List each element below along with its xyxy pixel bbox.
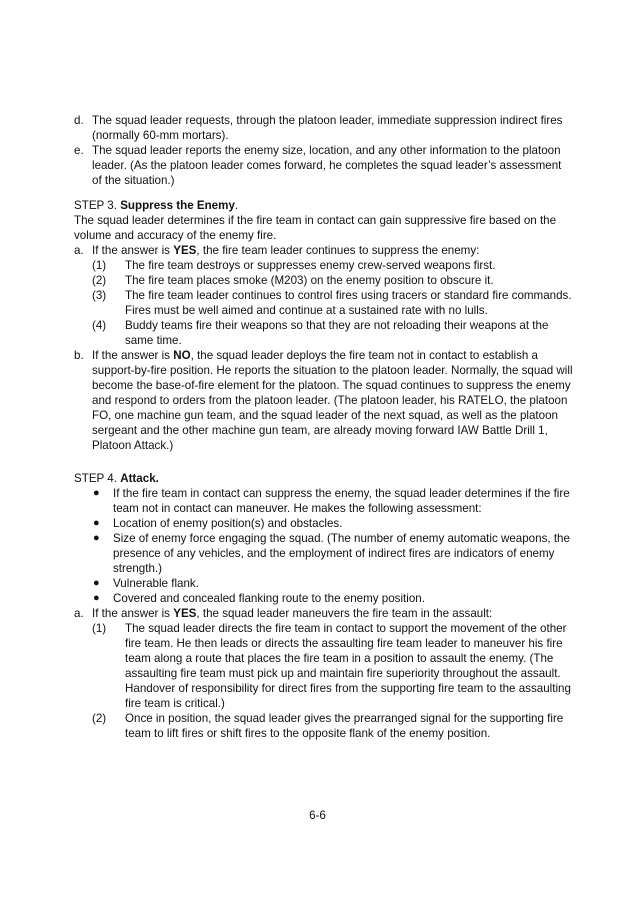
answer-yes: YES <box>173 607 197 620</box>
step4-bullet <box>74 486 574 516</box>
answer-yes: YES <box>173 244 197 257</box>
step4-sub-1 <box>74 621 574 711</box>
sub-marker: (2) <box>92 712 107 725</box>
step4-bullet <box>74 531 574 576</box>
list-marker: a. <box>74 607 84 620</box>
step3-prefix: STEP 3. <box>74 199 117 212</box>
list-text: If the answer is <box>92 607 170 620</box>
list-marker: d. <box>74 114 84 127</box>
step3-heading: STEP 3. Suppress the Enemy. <box>74 199 239 212</box>
bullet-icon: ● <box>93 577 100 589</box>
sub-text: The fire team destroys or suppresses enemy crew-served weapons first. <box>125 259 496 272</box>
list-text: If the answer is <box>92 349 170 362</box>
step4-bullet <box>74 576 574 591</box>
step3-item-b <box>74 348 574 453</box>
bullet-text: Location of enemy position(s) and obstacles. <box>113 517 343 530</box>
list-marker: b. <box>74 349 84 362</box>
list-marker: a. <box>74 244 84 257</box>
step3-sub-2 <box>74 273 574 288</box>
sub-marker: (3) <box>92 289 107 302</box>
step3-section <box>74 198 574 453</box>
step4-section <box>74 471 574 741</box>
step4-bullet <box>74 591 574 606</box>
step3-item-a <box>74 243 574 258</box>
list-text: The squad leader requests, through the platoon leader, immediate suppression indirect fires (normally 60-mm mortars). <box>92 114 563 142</box>
sub-marker: (2) <box>92 274 107 287</box>
sub-text: Once in position, the squad leader gives the prearranged signal for the supporting fire team to lift fires or shift fires to the opposite flank of the enemy position. <box>125 712 564 740</box>
list-item-d <box>74 113 574 143</box>
step4-prefix: STEP 4. <box>74 472 117 485</box>
list-text: , the squad leader deploys the fire team not in contact to establish a support-by-fire position. He reports the situation to the platoon leader. Normally, the squad will become the base-of-fire element for the platoon. The squad continues to suppress the enemy and respond to orders from the platoon leader. (The platoon leader, his RATELO, the platoon FO, one machine gun team, and the squad leader of the next squad, as well as the platoon sergeant and the other machine gun team, are already moving forward IAW Battle Drill 1, Platoon Attack.) <box>92 349 573 452</box>
list-item-e <box>74 143 574 188</box>
step3-title: Suppress the Enemy <box>120 199 235 212</box>
sub-marker: (4) <box>92 319 107 332</box>
bullet-text: If the fire team in contact can suppress the enemy, the squad leader determines if the fire team not in contact can maneuver. He makes the following assessment: <box>113 487 570 515</box>
top-list <box>74 113 574 188</box>
step4-item-a <box>74 606 574 621</box>
bullet-icon: ● <box>93 487 100 499</box>
step3-sub-1 <box>74 258 574 273</box>
list-text: The squad leader reports the enemy size, location, and any other information to the platoon leader. (As the platoon leader comes forward, he completes the squad leader’s assessment of the situation.) <box>92 144 562 187</box>
list-text: , the squad leader maneuvers the fire team in the assault: <box>196 607 493 620</box>
bullet-icon: ● <box>93 517 100 529</box>
sub-text: The fire team places smoke (M203) on the enemy position to obscure it. <box>125 274 494 287</box>
list-text: If the answer is <box>92 244 170 257</box>
list-text: , the fire team leader continues to suppress the enemy: <box>196 244 480 257</box>
step4-bullet <box>74 516 574 531</box>
step4-heading <box>74 471 574 486</box>
page-number: 6-6 <box>309 809 326 822</box>
answer-no: NO <box>173 349 191 362</box>
step3-intro: The squad leader determines if the fire team in contact can gain suppressive fire based on the volume and accuracy of the enemy fire. <box>74 214 557 242</box>
bullet-icon: ● <box>93 592 100 604</box>
list-marker: e. <box>74 144 84 157</box>
sub-text: Buddy teams fire their weapons so that they are not reloading their weapons at the same time. <box>125 319 549 347</box>
bullet-icon: ● <box>93 532 100 544</box>
step4-title: Attack. <box>120 472 159 485</box>
sub-marker: (1) <box>92 259 107 272</box>
step4-sub-2 <box>74 711 574 741</box>
bullet-text: Covered and concealed flanking route to the enemy position. <box>113 592 425 605</box>
bullet-text: Vulnerable flank. <box>113 577 199 590</box>
sub-text: The squad leader directs the fire team in contact to support the movement of the other fire team. He then leads or directs the assaulting fire team leader to maneuver his fire team along a route that places the fire team in a position to assault the enemy. (The assaulting fire team must pick up and maintain fire superiority throughout the assault. Handover of responsibility for direct fires from the supporting fire team to the assaulting fire team is critical.) <box>125 622 571 710</box>
step3-sub-4 <box>74 318 574 348</box>
step3-sub-3 <box>74 288 574 318</box>
sub-marker: (1) <box>92 622 107 635</box>
bullet-text: Size of enemy force engaging the squad. (The number of enemy automatic weapons, the presence of any vehicles, and the employment of indirect fires are indicators of enemy strength.) <box>113 532 570 575</box>
sub-text: The fire team leader continues to control fires using tracers or standard fire commands. Fires must be well aimed and continue at a sustained rate with no lulls. <box>125 289 572 317</box>
